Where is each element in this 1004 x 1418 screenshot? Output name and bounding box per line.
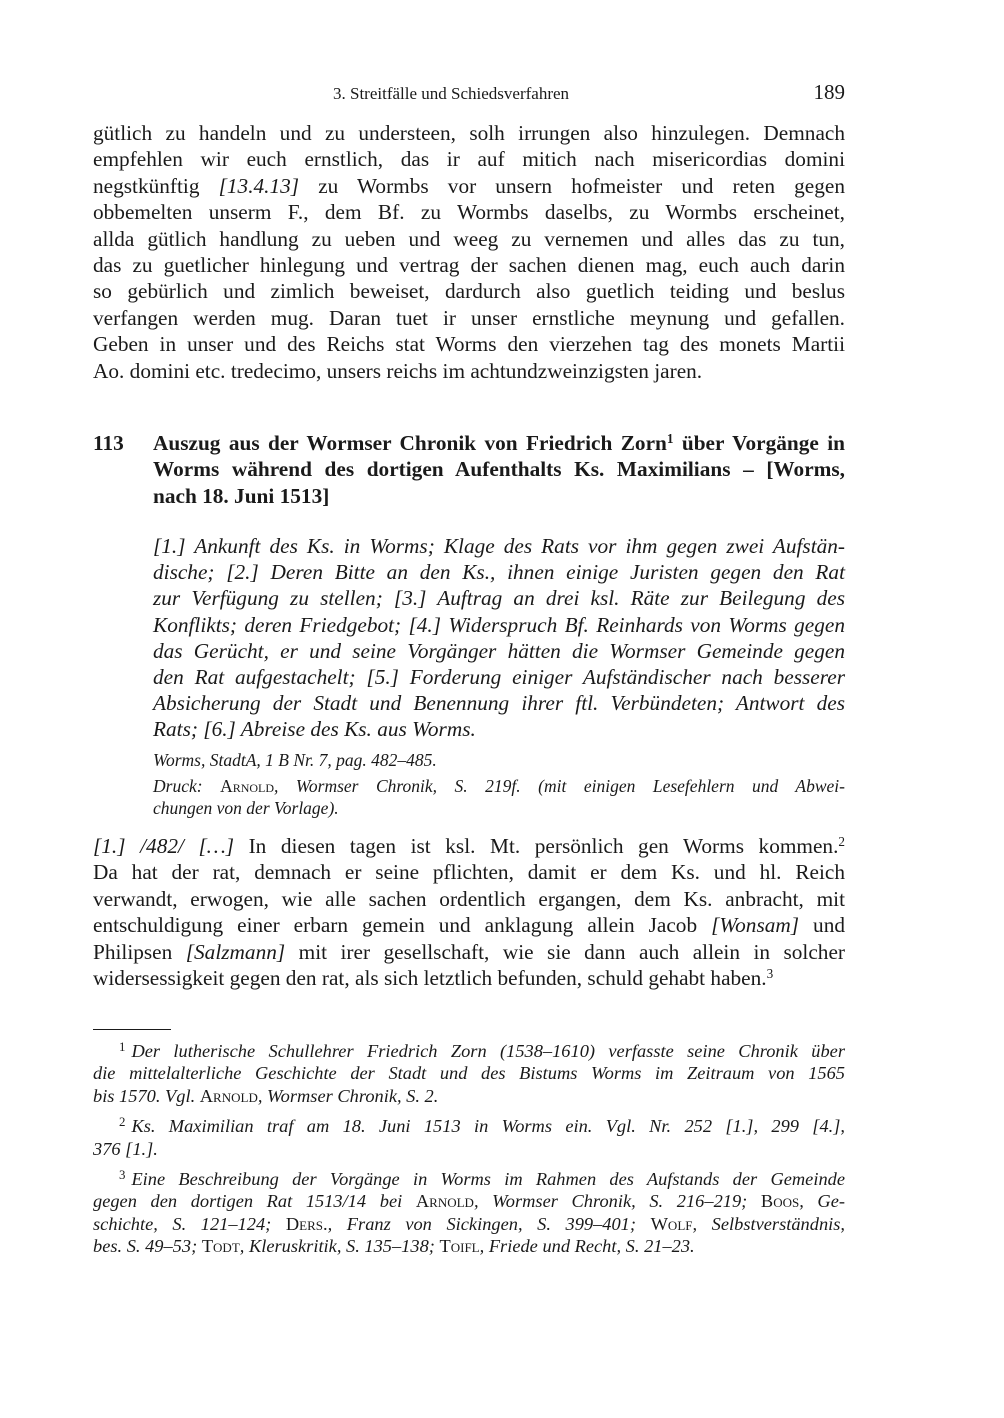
text-run: schichte, S. 121–124; [93,1213,286,1234]
text-run: verwandt, erwogen, wie alle sachen ordentlich ergangen, dem Ks. anbracht, mit [93,886,845,911]
text-line [93,278,845,304]
document-number: 113 [93,431,124,455]
text-run: , Wormser Chronik, S. 216–219; [473,1191,761,1212]
footnote-number: 3 [119,1168,126,1183]
footnote-2 [93,1111,845,1160]
text-run: Arnold [415,1191,474,1212]
text-line [93,1213,845,1236]
text-line [93,1235,845,1258]
text-run: Konflikts; deren Friedgebot; [4.] Widerspruch Bf. Reinhards von Worms gegen [153,612,845,637]
text-run: so gebürlich und zimlich beweiset, dardurch also guetlich teiding und beslus [93,279,845,304]
text-run: zur Verfügung zu stellen; [3.] Auftrag an drei ksl. Räte zur Beilegung des [153,586,845,611]
text-line [153,430,845,456]
text-run: und [799,913,845,938]
text-run: bis 1570. Vgl. [93,1085,200,1106]
archive-source: Worms, StadtA, 1 B Nr. 7, pag. 482–485. [153,750,437,770]
text-run: Rats; [6.] Abreise des Ks. aus Worms. [153,717,476,742]
text-line [153,716,845,742]
text-line [93,226,845,252]
paragraph-main-text [93,833,845,991]
text-line [153,456,845,482]
text-line [93,886,845,912]
text-run: entschuldigung einer erbarn gemein und anklagung allein Jacob [93,913,712,938]
text-run: , Wormser Chronik, S. 2. [257,1085,439,1106]
text-run: Druck: [153,775,221,796]
footnote-reference: 3 [766,965,774,981]
running-head [93,80,845,110]
text-line [93,252,845,278]
text-line [93,912,845,938]
footnote-number: 1 [119,1040,126,1054]
text-run: Auszug aus der Wormser Chronik von Friedrich Zorn [153,431,667,455]
text-line [93,1164,845,1190]
text-line [93,1085,845,1108]
text-run: das Gerücht, er und seine Vorgänger hätten die Wormser Gemeinde gegen [153,638,845,663]
footnote-reference: 1 [666,430,674,446]
text-run: In diesen tagen ist ksl. Mt. persönlich gen Worms kommen. [234,834,839,858]
footnote-reference: 2 [838,833,845,849]
text-run: gegen den dortigen Rat 1513/14 bei [93,1191,416,1212]
text-line [153,533,845,559]
text-run: über Vorgänge in [673,431,845,455]
text-line [153,664,845,690]
text-run: negstkünftig [93,173,219,198]
footnote-3 [93,1164,845,1258]
text-run: den Rat aufgestachelt; [5.] Forderung einiger Aufständischer nach besserer [153,665,845,690]
text-run: zu Wormbs vor unsern hofmeister und reten gegen [299,173,845,198]
text-run: , Wormser Chronik, S. 219f. (mit einigen Lesefehlern und Abwei- [274,775,845,796]
text-run: [Wonsam] [711,913,800,938]
text-line [93,331,845,357]
text-run: Der lutherische Schullehrer Friedrich Zorn (1538–1610) verfasste seine Chronik über [131,1040,845,1061]
text-line [93,833,845,859]
page-number: 189 [813,80,845,104]
text-run: allda gütlich handlung zu ueben und weeg zu vernemen und alles das zu tun, [93,226,845,251]
text-run: 376 [1.]. [93,1138,158,1159]
text-line [93,173,845,199]
text-line [93,1190,845,1213]
text-run: Eine Beschreibung der Vorgänge in Worms im Rahmen des Aufstands der Gemeinde [131,1168,845,1189]
text-line [93,358,845,384]
text-line [153,483,845,509]
text-run: die mittelalterliche Geschichte der Stadt und des Bistums Worms im Zeitraum von 1565 [93,1063,845,1084]
text-run: , Ge- [799,1191,846,1212]
text-line [93,305,845,331]
footnote-1 [93,1036,845,1107]
text-run: , Kleruskritik, S. 135–138; [239,1236,440,1257]
text-line [93,1138,845,1161]
text-line [93,199,845,225]
text-line [93,965,845,991]
text-run: [13.4.13] [218,173,300,198]
text-run: nach 18. Juni 1513] [153,483,330,508]
text-run: Wolf [650,1213,693,1234]
text-run: gütlich zu handeln und zu understeen, solh irrungen also hinzulegen. Demnach [93,121,845,145]
text-run: [1.] Ankunft des Ks. in Worms; Klage des Rats vor ihm gegen zwei Aufstän- [153,534,845,558]
text-run: [1.] /482/ […] [93,834,234,858]
print-reference [153,775,845,820]
text-run: [Salzmann] [185,939,286,964]
text-line [93,1062,845,1085]
text-line [153,797,845,820]
document-title [153,430,845,509]
text-line [153,638,845,664]
text-run: Arnold [199,1085,258,1106]
running-head-title: 3. Streitfälle und Schiedsverfahren [333,84,570,103]
text-run: das zu guetlicher hinlegung und vertrag der sachen dienen mag, euch auch darin [93,253,845,278]
text-line [93,1111,845,1137]
text-line [93,120,845,146]
text-line [153,690,845,716]
text-run: , Selbstverständnis, [692,1213,846,1234]
text-line [153,559,845,585]
text-run: Ao. domini etc. tredecimo, unsers reichs im achtundzweinzigsten jaren. [93,358,703,383]
text-run: , Friede und Recht, S. 21–23. [479,1236,695,1257]
text-line [93,939,845,965]
footnote-number: 2 [119,1115,126,1130]
footnotes [93,1036,845,1258]
footnote-separator [93,1029,171,1030]
text-run: Todt [201,1236,240,1257]
text-line [93,146,845,172]
text-run: Boos [760,1191,800,1212]
text-run: Arnold [220,775,275,796]
text-run: verfangen werden mug. Daran tuet ir unser ernstliche meynung und gefallen. [93,305,845,330]
text-line [153,612,845,638]
text-run: , Franz von Sickingen, S. 399–401; [327,1213,651,1234]
text-run: Toifl [439,1236,480,1257]
text-run: Worms während des dortigen Aufenthalts Ks. Maximilians – [Worms, [153,457,845,482]
text-run: Da hat der rat, demnach er seine pflichten, damit er dem Ks. und hl. Reich [93,860,845,885]
text-line [153,775,845,798]
text-run: widersessigkeit gegen den rat, als sich letztlich befunden, schuld gehabt haben. [93,966,767,991]
text-line [93,1036,845,1062]
text-run: Absicherung der Stadt und Benennung ihrer ftl. Verbündeten; Antwort des [153,691,845,716]
text-run: Philipsen [93,939,186,964]
text-run: obbemelten unserm F., dem Bf. zu Wormbs daselbs, zu Wormbs erscheinet, [93,200,845,225]
text-run: Geben in unser und des Reichs stat Worms den vierzehen tag des monets Martii [93,332,845,357]
text-run: Ks. Maximilian traf am 18. Juni 1513 in Worms ein. Vgl. Nr. 252 [1.], 299 [4.], [131,1116,845,1137]
text-run: mit irer gesellschaft, wie sie dann auch allein in solcher [285,939,845,964]
text-run: empfehlen wir euch ernstlich, das ir auf mitich nach misericordias domini [93,147,845,172]
text-run: Ders. [285,1213,328,1234]
text-run: chungen von der Vorlage). [153,798,339,818]
document-regest [153,533,845,743]
text-run: bes. S. 49–53; [93,1236,202,1257]
paragraph-continuation [93,120,845,384]
text-line [153,585,845,611]
source-notes [153,749,845,820]
text-run: dische; [2.] Deren Bitte an den Ks., ihnen einige Juristen gegen den Rat [153,560,845,585]
text-line [93,859,845,885]
